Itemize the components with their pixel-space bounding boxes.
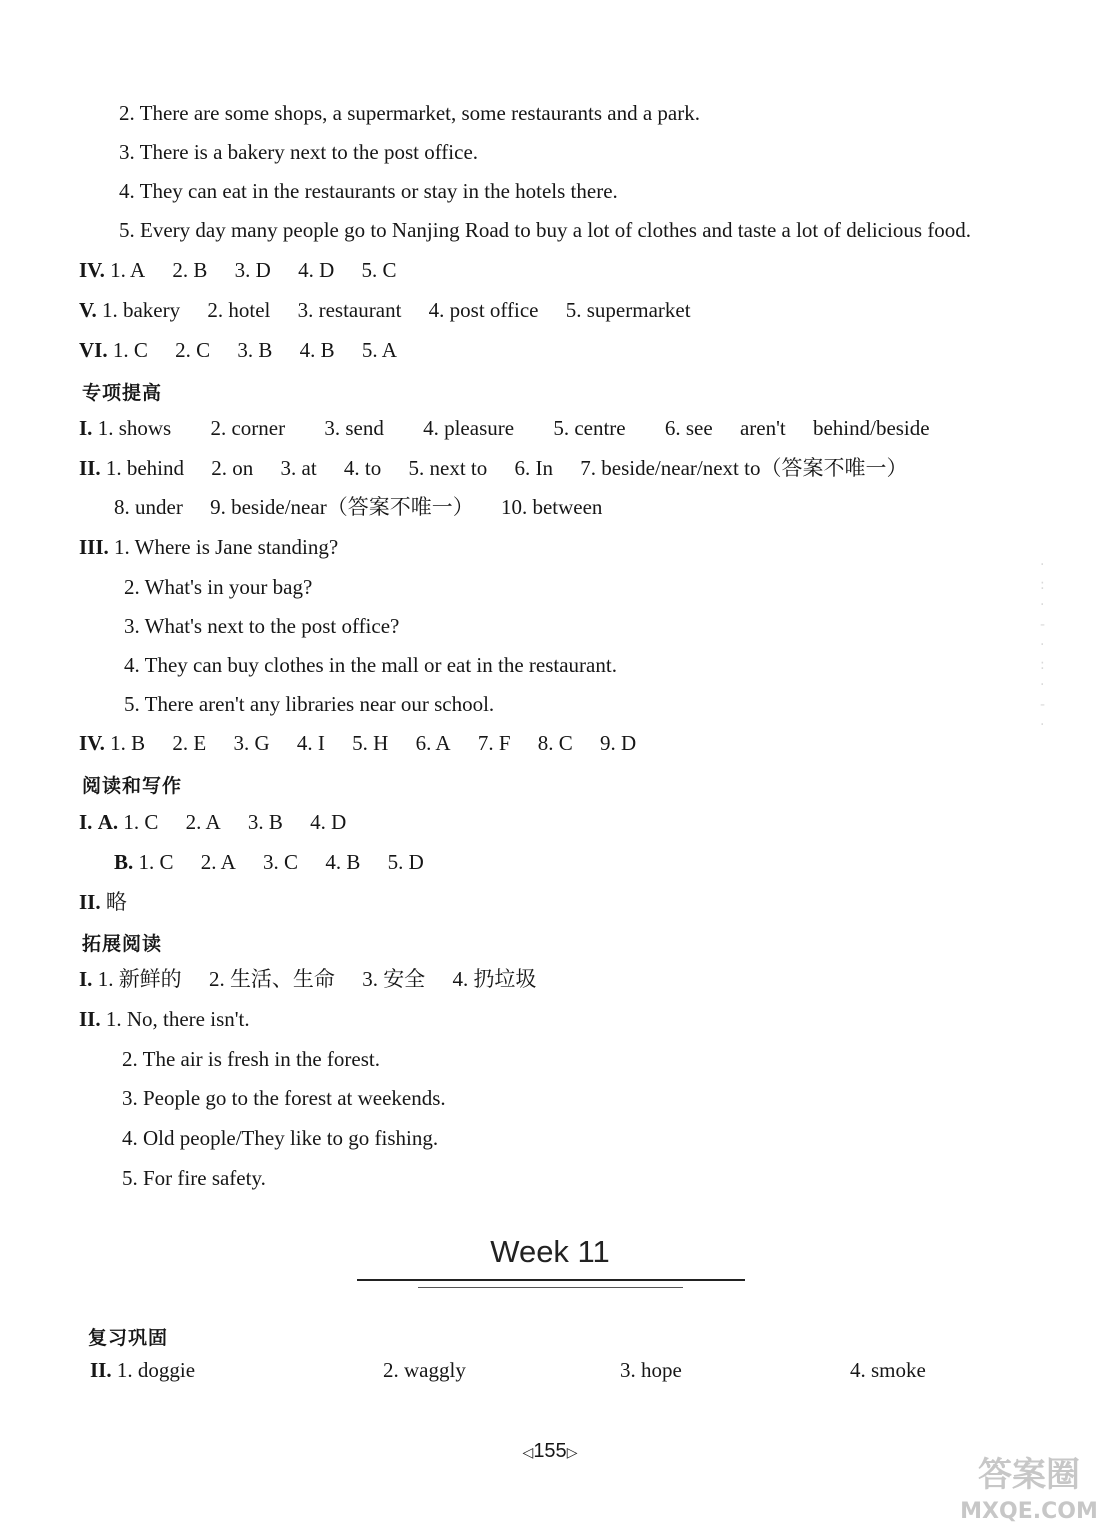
answer-item: 4. D	[298, 258, 335, 282]
answer-item: 2. A	[200, 850, 236, 874]
answer-item: 4. 扔垃圾	[452, 967, 537, 991]
answer-line: 3. There is a bakery next to the post office.	[119, 140, 479, 164]
answer-item: 3. restaurant	[297, 298, 402, 322]
answer-item: 3. send	[324, 416, 384, 440]
left-arrow-icon: ◁	[522, 1444, 534, 1460]
page-number-value: 155	[533, 1440, 567, 1462]
answer-row-i	[79, 966, 536, 992]
answer-item: 2. E	[172, 731, 207, 755]
section-label: IV.	[79, 731, 105, 755]
answer-item: 7. beside/near/next to（答案不唯一）	[580, 456, 908, 480]
section-label: II.	[79, 890, 101, 914]
section-label: VI.	[79, 338, 108, 362]
answer-item: 5. C	[361, 258, 397, 282]
answer-item: 5. centre	[553, 416, 626, 440]
answer-item: 3. B	[247, 810, 283, 834]
answer-item: 2. A	[185, 810, 221, 834]
answer-item: 6. A	[415, 731, 451, 755]
answer-item: 1. A	[110, 258, 146, 282]
section-label: III.	[79, 535, 109, 559]
answer-item: 3. at	[280, 456, 317, 480]
week-title: Week 11	[490, 1234, 610, 1269]
answer-row-iv	[79, 730, 636, 756]
watermark-logo	[944, 1446, 1114, 1526]
answer-item: 1. shows	[97, 416, 172, 440]
answer-item: 3. D	[234, 258, 271, 282]
answer-item: aren't	[739, 416, 786, 440]
answer-line: 2. There are some shops, a supermarket, some restaurants and a park.	[119, 101, 700, 125]
answer-item: 4. D	[310, 810, 347, 834]
answer-item: 3. G	[233, 731, 270, 755]
answer-item: 1. behind	[105, 456, 185, 480]
answer-row-ii-cont	[114, 494, 602, 520]
answer-item: behind/beside	[812, 416, 930, 440]
answer-item: 5. D	[387, 850, 424, 874]
answer-item: 4. B	[299, 338, 335, 362]
answer-item: 1. C	[123, 810, 159, 834]
answer-line: 4. Old people/They like to go fishing.	[122, 1126, 439, 1150]
answer-item: 1. bakery	[101, 298, 181, 322]
answer-row-i	[79, 415, 930, 441]
right-arrow-icon: ▷	[566, 1444, 578, 1460]
page-number	[0, 1440, 1100, 1463]
answer-row-iii	[79, 534, 338, 560]
answer-line: 2. The air is fresh in the forest.	[122, 1047, 380, 1071]
answer-item: 3. C	[263, 850, 299, 874]
answer-row-i-a	[79, 809, 346, 835]
answer-line: 4. They can eat in the restaurants or stay in the hotels there.	[119, 179, 618, 203]
answer-item	[90, 1357, 195, 1383]
answer-item: 1. C	[138, 850, 174, 874]
answer-item: 略	[105, 890, 127, 914]
answer-line: 3. People go to the forest at weekends.	[122, 1086, 446, 1110]
answer-item: 5. supermarket	[565, 298, 691, 322]
section-label: IV.	[79, 258, 105, 282]
section-heading: 阅读和写作	[82, 775, 183, 797]
section-label: I.	[79, 416, 93, 440]
answer-item: 4. pleasure	[423, 416, 515, 440]
answer-item: 3. 安全	[362, 967, 426, 991]
answer-row-iv	[79, 257, 397, 283]
answer-item: 6. see	[664, 416, 713, 440]
answer-item: 2. corner	[210, 416, 286, 440]
section-label: II.	[79, 1007, 101, 1031]
answer-item: 10. between	[500, 495, 603, 519]
answer-item: 2. C	[175, 338, 211, 362]
answer-item: 1. No, there isn't.	[105, 1007, 250, 1031]
answer-item: 4. smoke	[850, 1358, 926, 1382]
section-heading: 专项提高	[82, 382, 163, 404]
section-label: II.	[79, 456, 101, 480]
answer-item: 5. H	[352, 731, 389, 755]
answer-line: 3. What's next to the post office?	[124, 614, 400, 638]
section-heading: 复习巩固	[88, 1327, 169, 1349]
title-rule	[357, 1279, 745, 1281]
answer-row-ii	[79, 455, 907, 481]
answer-item: 3. B	[237, 338, 273, 362]
answer-row-v	[79, 297, 691, 323]
answer-item: 1. 新鲜的	[97, 967, 182, 991]
answer-item: 4. post office	[428, 298, 539, 322]
answer-item: 8. under	[114, 495, 183, 519]
section-label: I.	[79, 967, 93, 991]
answer-item: 6. In	[514, 456, 554, 480]
answer-item: 1. C	[112, 338, 148, 362]
answer-line: 5. Every day many people go to Nanjing Road to buy a lot of clothes and taste a lot of delicious food.	[119, 218, 972, 242]
answer-row-vi	[79, 337, 397, 363]
section-label: V.	[79, 298, 97, 322]
answer-text: 1. doggie	[116, 1358, 196, 1382]
answer-row-ii	[79, 889, 127, 915]
watermark-logo-text: 答案圈	[978, 1455, 1080, 1495]
watermark-url-text: MXQE.COM	[960, 1499, 1098, 1524]
answer-line: 2. What's in your bag?	[124, 575, 313, 599]
answer-line: 5. For fire safety.	[122, 1166, 266, 1190]
title-rule-thin	[418, 1287, 683, 1288]
answer-item: 4. I	[296, 731, 325, 755]
answer-item: 2. on	[211, 456, 254, 480]
answer-item: 3. hope	[620, 1358, 682, 1382]
answer-line: 4. They can buy clothes in the mall or eat in the restaurant.	[124, 653, 617, 677]
answer-item: 2. hotel	[207, 298, 271, 322]
sub-label: A.	[97, 810, 119, 834]
answer-line: 5. There aren't any libraries near our school.	[124, 692, 495, 716]
answer-item: 2. waggly	[383, 1358, 466, 1382]
answer-item: 8. C	[537, 731, 573, 755]
answer-item: 2. 生活、生命	[208, 967, 335, 991]
answer-item: 7. F	[477, 731, 511, 755]
answer-item: 9. beside/near（答案不唯一）	[210, 495, 474, 519]
section-label: II.	[90, 1358, 112, 1382]
answer-item: 1. B	[110, 731, 146, 755]
answer-row-i-b	[114, 849, 424, 875]
answer-item: 2. B	[172, 258, 208, 282]
margin-bleed-marks: · : · - · : · - ·	[1040, 557, 1046, 733]
answer-item: 9. D	[600, 731, 637, 755]
answer-item: 4. to	[343, 456, 382, 480]
section-heading: 拓展阅读	[82, 933, 163, 955]
sub-label: B.	[114, 850, 134, 874]
answer-item: 5. next to	[408, 456, 488, 480]
answer-item: 1. Where is Jane standing?	[114, 535, 339, 559]
answer-row-ii	[79, 1006, 250, 1032]
answer-item: 4. B	[325, 850, 361, 874]
answer-item: 5. A	[361, 338, 397, 362]
section-label: I.	[79, 810, 93, 834]
